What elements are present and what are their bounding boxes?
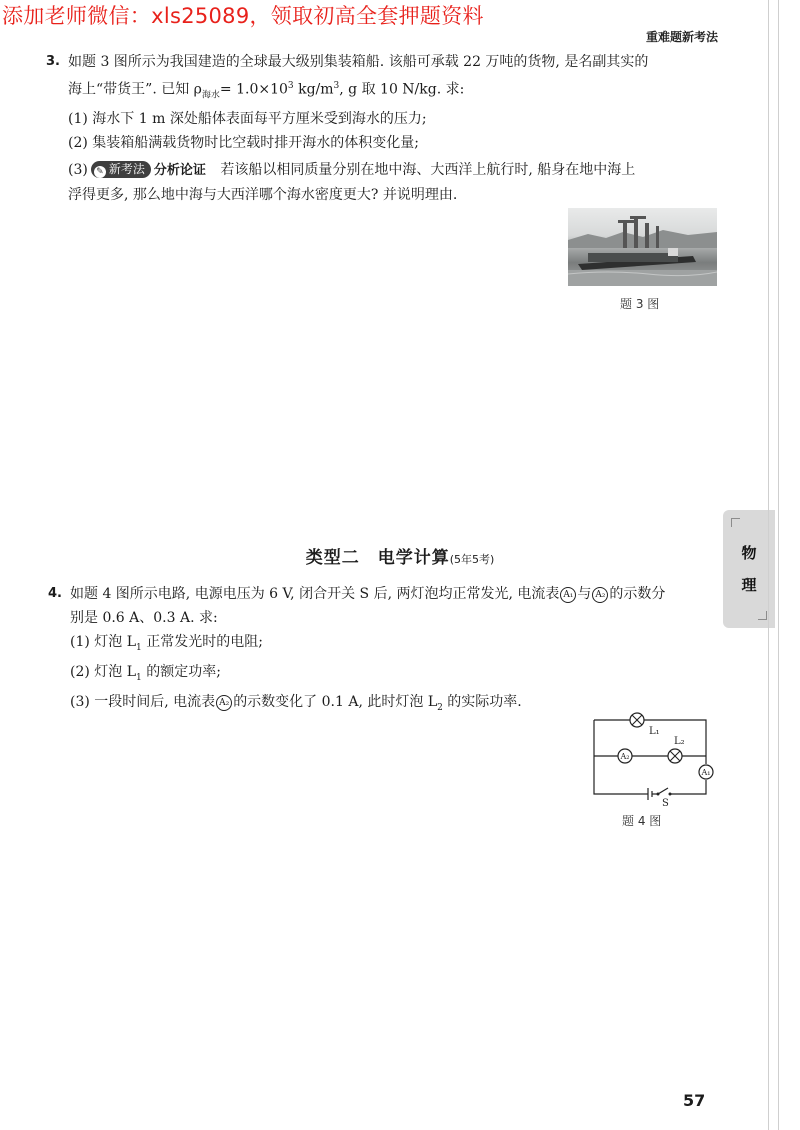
figure-3-caption: 题 3 图	[620, 297, 660, 311]
text-segment: 正常发光时的电阻;	[141, 634, 263, 650]
page-edge-line	[778, 0, 779, 1130]
circuit-label-a2: A₂	[620, 752, 630, 761]
q3-text: 若该船以相同质量分别在地中海、大西洋上航行时, 船身在地中海上	[220, 162, 636, 179]
text-segment: = 1.0×10	[219, 81, 288, 98]
text-segment: , g 取 10 N/kg. 求:	[339, 81, 465, 98]
superscript: 3	[333, 81, 340, 91]
problem-3-q3	[68, 158, 648, 183]
header-title: 重难题新考法	[645, 30, 718, 44]
corner-bracket	[758, 611, 767, 620]
problem-3-line1	[46, 50, 649, 74]
ammeter-a2	[618, 749, 632, 763]
problem-3-number: 3.	[46, 54, 60, 69]
subscript: 2	[437, 702, 443, 713]
problem-4-q3	[70, 690, 665, 720]
problem-4-q1	[70, 630, 665, 660]
lamp-l1	[630, 713, 644, 727]
section-title	[0, 543, 800, 568]
analysis-label: 分析论证	[153, 163, 206, 179]
problem-3-q2: (2) 集装箱船满载货物时比空载时排开海水的体积变化量;	[68, 135, 419, 152]
text-segment: (1) 灯泡 L	[70, 634, 137, 650]
superscript: 3	[287, 81, 294, 91]
side-tab-char-1: 物	[741, 544, 757, 562]
circuit-label-switch: S	[662, 798, 669, 808]
ship-illustration	[568, 208, 717, 286]
text-segment: 如题 4 图所示电路, 电源电压为 6 V, 闭合开关 S 后, 两灯泡均正常发光, 电流表	[70, 586, 560, 602]
lightbulb-icon: ✎	[94, 166, 106, 178]
text-segment: (2) 灯泡 L	[70, 663, 137, 680]
text-segment: kg/m	[293, 81, 334, 98]
text-segment: 海上“带货王”. 已知 ρ	[68, 81, 202, 98]
text-segment: 与	[577, 586, 592, 602]
problem-3-line2	[68, 74, 648, 107]
side-tab-char-2: 理	[741, 576, 757, 594]
problem-4-line2: 别是 0.6 A、0.3 A. 求:	[70, 610, 218, 626]
ammeter-a2-symbol: A₂	[216, 695, 232, 711]
container-ship-photo	[568, 208, 717, 286]
circuit-label-a1: A₁	[701, 768, 711, 777]
ammeter-a1	[699, 765, 713, 779]
subscript: 1	[136, 672, 142, 683]
section-title-text: 类型二 电学计算	[305, 548, 450, 568]
q3-prefix: (3)	[68, 162, 88, 179]
page-number: 57	[683, 1091, 706, 1110]
problem-4-q2	[70, 660, 665, 690]
lamp-l2	[668, 749, 682, 763]
circuit-label-l1: L₁	[649, 726, 660, 737]
text-segment: 的示数变化了 0.1 A, 此时灯泡 L	[233, 693, 438, 710]
problem-4-line1	[48, 582, 666, 606]
text-segment: 的额定功率;	[141, 663, 221, 680]
section-subtitle: (5年5考)	[449, 553, 495, 566]
ammeter-a1-symbol: A₁	[560, 587, 576, 603]
page-edge-line	[768, 0, 769, 1130]
subscript: 海水	[201, 90, 220, 101]
badge-label: 新考法	[108, 162, 145, 177]
watermark-text: 添加老师微信：xls25089，领取初高全套押题资料	[2, 4, 484, 28]
ammeter-a2-symbol: A₂	[592, 587, 608, 603]
new-method-badge	[91, 161, 151, 178]
problem-3-text: 如题 3 图所示为我国建造的全球最大级别集装箱船. 该船可承载 22 万吨的货物, 是名副其实的	[68, 54, 649, 70]
circuit-label-l2: L₂	[674, 736, 685, 747]
text-segment: 的示数分	[609, 586, 666, 602]
problem-3	[46, 50, 649, 207]
problem-3-q3-line2: 浮得更多, 那么地中海与大西洋哪个海水密度更大? 并说明理由.	[68, 187, 458, 204]
subscript: 1	[136, 642, 142, 653]
problem-4-number: 4.	[48, 586, 62, 601]
corner-bracket	[731, 518, 740, 527]
figure-4-caption: 题 4 图	[622, 814, 662, 828]
problem-4	[48, 582, 666, 719]
text-segment: 的实际功率.	[442, 693, 522, 710]
text-segment: (3) 一段时间后, 电流表	[70, 693, 216, 710]
problem-3-q1: (1) 海水下 1 m 深处船体表面每平方厘米受到海水的压力;	[68, 111, 427, 128]
circuit-diagram	[586, 708, 722, 808]
